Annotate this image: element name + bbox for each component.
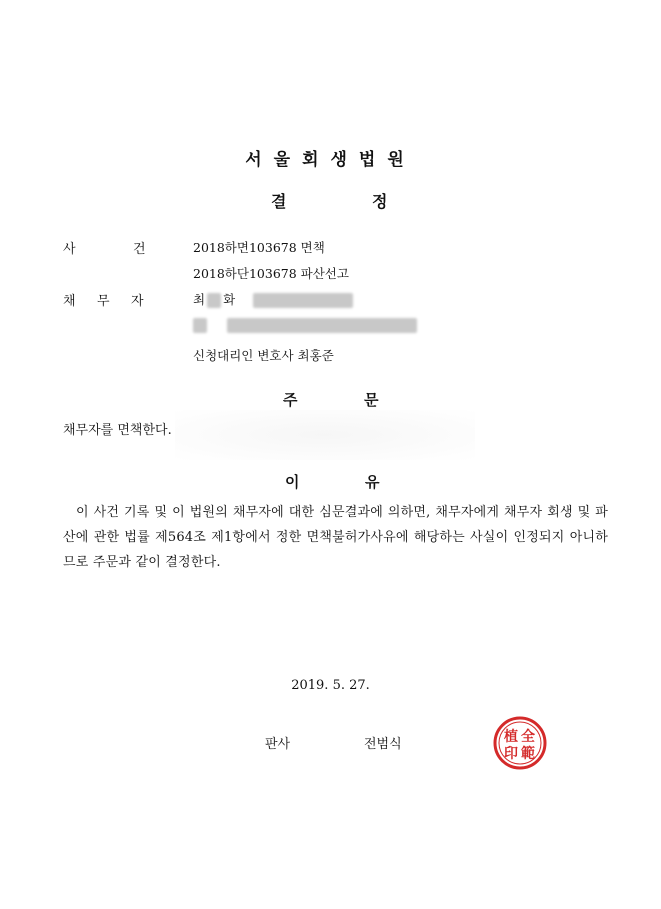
seal-char-3: 植 [504, 729, 518, 745]
reason-heading-char-2: 유 [365, 473, 380, 491]
redaction [193, 318, 207, 333]
decision-title-char-1: 결 [271, 192, 287, 211]
order-heading [0, 389, 661, 409]
judge-label: 판사 [265, 737, 291, 752]
reason-text: 이 사건 기록 및 이 법원의 채무자에 대한 심문결과에 의하면, 채무자에게 채무자 회생 및 파산에 관한 법률 제564조 제1항에서 정한 면책불허가사유에 해당하는 사실이 인정되지 아니하므로 주문과 같이 결정한다. [63, 505, 608, 570]
case-label-char-1: 사 [63, 242, 76, 257]
court-name: 서울회생법원 [245, 150, 416, 170]
order-heading-char-2: 문 [364, 391, 379, 409]
redaction [253, 293, 353, 308]
decision-title-char-2: 정 [372, 192, 388, 211]
reason-heading-char-1: 이 [285, 473, 300, 491]
debtor-label-char-1: 채 [63, 294, 76, 309]
debtor-label-char-2: 무 [97, 294, 110, 309]
seal-char-4: 印 [504, 746, 518, 762]
judge-seal-icon [492, 715, 548, 771]
debtor-name [193, 290, 353, 308]
order-text: 채무자를 면책한다. [63, 423, 172, 438]
redaction [227, 318, 417, 333]
case-label-char-2: 건 [133, 242, 146, 257]
decision-date: 2019. 5. 27. [291, 678, 370, 693]
seal-char-2: 範 [521, 746, 535, 762]
debtor-label-char-3: 자 [131, 294, 144, 309]
background-watermark [175, 410, 475, 460]
judge-name: 전범식 [364, 737, 402, 752]
debtor-agent: 신청대리인 변호사 최홍준 [193, 348, 334, 363]
debtor-address [193, 317, 417, 333]
reason-heading [0, 471, 661, 491]
case-number-2: 2018하단103678 파산선고 [193, 266, 349, 281]
redaction [207, 293, 221, 308]
debtor-name-suffix: 화 [223, 292, 236, 307]
document-title [0, 189, 661, 211]
case-number-1: 2018하면103678 면책 [193, 240, 325, 255]
debtor-name-prefix: 최 [193, 292, 206, 307]
order-heading-char-1: 주 [283, 391, 298, 409]
seal-char-1: 全 [521, 729, 535, 745]
